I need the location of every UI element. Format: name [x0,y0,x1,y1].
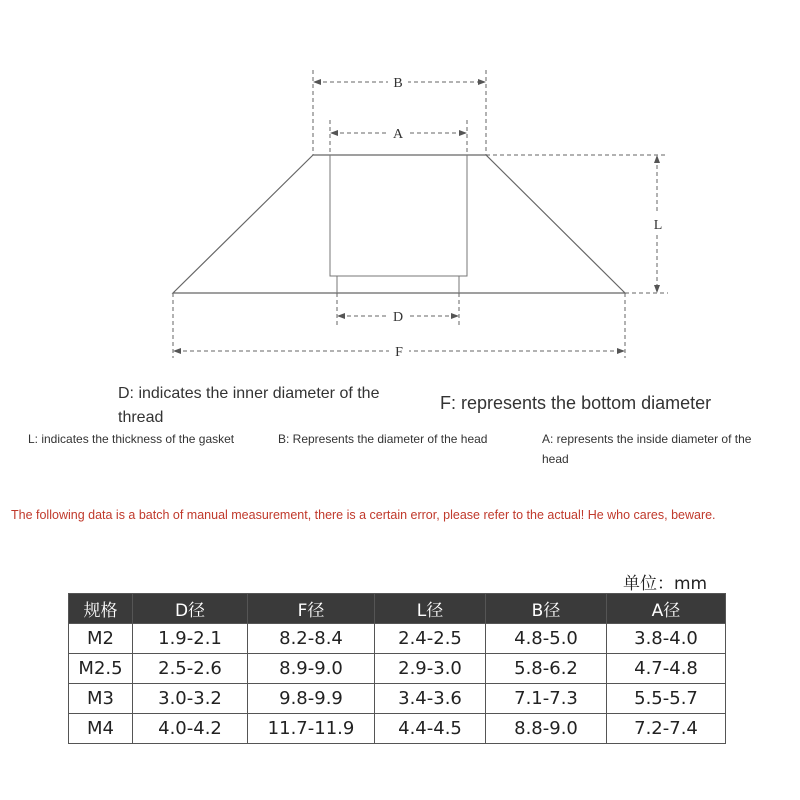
arrow-b-left [313,79,321,85]
cell-f: 9.8-9.9 [248,684,375,714]
cell-f: 8.9-9.0 [248,654,375,684]
table-row [69,624,726,654]
header-a: A径 [607,594,726,624]
desc-a: A: represents the inside diameter of the head [542,432,752,466]
gasket-outline [173,155,625,293]
cell-b: 8.8-9.0 [486,714,607,744]
label-d: D [392,310,404,325]
arrow-f-right [617,348,625,354]
label-l: L [653,218,663,233]
cell-l: 2.9-3.0 [375,654,486,684]
desc-f: F: represents the bottom diameter [440,393,712,413]
cell-spec: M2 [69,624,133,654]
arrow-f-left [173,348,181,354]
unit-label: 单位：mm [623,574,708,594]
arrow-d-left [337,313,345,319]
header-d: D径 [133,594,248,624]
header-f: F径 [248,594,375,624]
cell-a: 3.8-4.0 [607,624,726,654]
cell-d: 3.0-3.2 [133,684,248,714]
table-header-row [69,594,726,624]
cell-d: 2.5-2.6 [133,654,248,684]
arrow-a-left [330,130,338,136]
cell-spec: M3 [69,684,133,714]
header-spec: 规格 [69,594,133,624]
cell-a: 5.5-5.7 [607,684,726,714]
cell-d: 4.0-4.2 [133,714,248,744]
measurement-warning: The following data is a batch of manual measurement, there is a certain error, please refer to the actual! He who cares, beware. [11,508,716,522]
cell-d: 1.9-2.1 [133,624,248,654]
cell-b: 4.8-5.0 [486,624,607,654]
arrow-l-top [654,155,660,163]
label-a: A [392,127,404,142]
header-b: B径 [486,594,607,624]
cell-f: 11.7-11.9 [248,714,375,744]
cell-l: 4.4-4.5 [375,714,486,744]
label-b: B [393,76,403,91]
cell-spec: M2.5 [69,654,133,684]
desc-d: D: indicates the inner diameter of the thread [118,385,380,426]
header-l: L径 [375,594,486,624]
dimension-l [486,155,668,293]
spec-table [68,593,726,744]
arrow-a-right [459,130,467,136]
cell-f: 8.2-8.4 [248,624,375,654]
cell-spec: M4 [69,714,133,744]
desc-l: L: indicates the thickness of the gasket [28,432,235,446]
arrow-l-bottom [654,285,660,293]
table-row [69,684,726,714]
cell-b: 7.1-7.3 [486,684,607,714]
cell-l: 2.4-2.5 [375,624,486,654]
cell-a: 4.7-4.8 [607,654,726,684]
table-row [69,654,726,684]
cell-l: 3.4-3.6 [375,684,486,714]
arrow-b-right [478,79,486,85]
cell-b: 5.8-6.2 [486,654,607,684]
desc-b: B: Represents the diameter of the head [278,432,488,446]
cell-a: 7.2-7.4 [607,714,726,744]
gasket-diagram [0,0,800,370]
inner-bore [330,155,467,276]
table-row [69,714,726,744]
label-f: F [395,345,403,360]
arrow-d-right [451,313,459,319]
